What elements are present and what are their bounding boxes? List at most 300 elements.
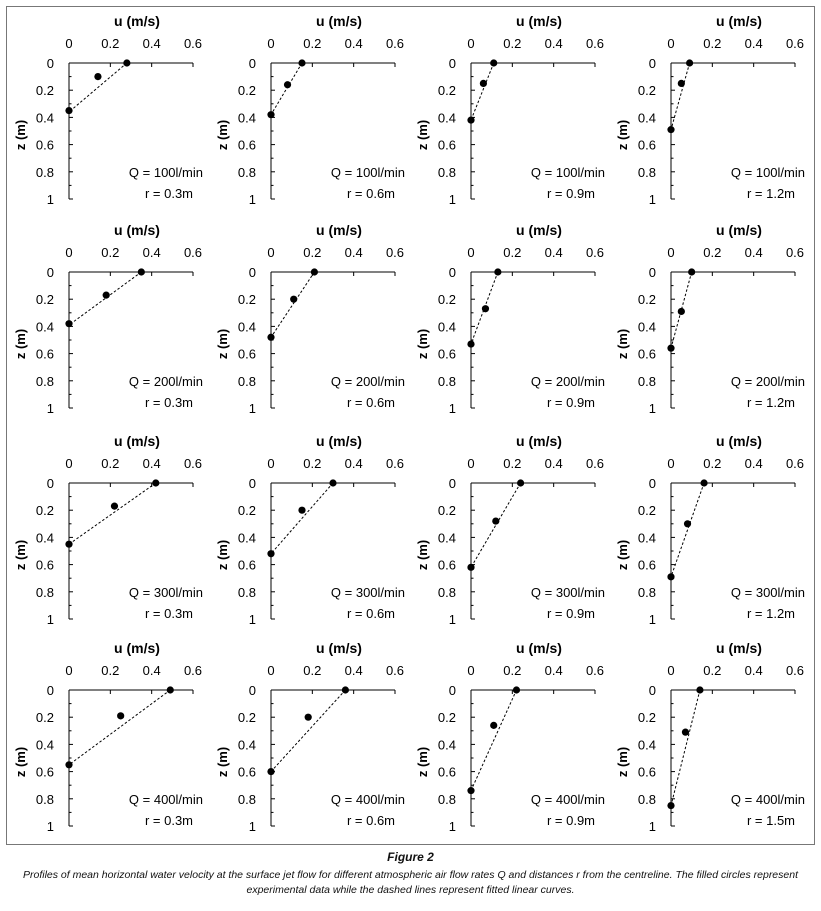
data-point xyxy=(305,714,312,721)
annotation-flow-rate: Q = 400l/min xyxy=(730,792,805,807)
data-point xyxy=(467,787,474,794)
x-axis-label: u (m/s) xyxy=(114,433,160,449)
x-tick-label: 0.2 xyxy=(101,36,120,51)
y-tick-label: 0.4 xyxy=(237,737,256,753)
fit-line xyxy=(69,483,156,544)
data-point xyxy=(480,80,487,87)
data-point xyxy=(111,503,118,510)
annotation-distance: r = 0.6m xyxy=(346,395,395,410)
x-tick-label: 0 xyxy=(267,36,275,51)
y-tick-label: 0.2 xyxy=(35,292,54,308)
x-tick-label: 0.4 xyxy=(744,663,763,678)
y-axis-label: z (m) xyxy=(415,119,430,151)
chart-panel xyxy=(215,640,405,834)
y-tick-label: 0.6 xyxy=(637,346,656,362)
data-point xyxy=(65,541,72,548)
data-point xyxy=(678,308,685,315)
x-axis-label: u (m/s) xyxy=(516,13,562,29)
fit-line xyxy=(471,483,521,567)
chart-panel xyxy=(215,13,405,207)
x-tick-label: 0.2 xyxy=(503,663,522,678)
x-tick-label: 0.6 xyxy=(183,36,203,51)
annotation-distance: r = 0.6m xyxy=(346,186,395,201)
x-tick-label: 0.2 xyxy=(303,36,322,51)
data-point xyxy=(696,686,703,693)
x-tick-label: 0.6 xyxy=(785,663,805,678)
x-tick-label: 0.4 xyxy=(544,456,563,471)
y-tick-label: 0.6 xyxy=(437,764,456,780)
y-tick-label: 0.8 xyxy=(637,373,656,389)
x-tick-label: 0.2 xyxy=(503,456,522,471)
x-tick-label: 0.6 xyxy=(385,663,405,678)
fit-line xyxy=(471,690,516,791)
data-point xyxy=(684,520,691,527)
y-tick-label: 0 xyxy=(448,683,456,698)
y-axis-label: z (m) xyxy=(615,328,630,360)
y-tick-label: 0.6 xyxy=(35,137,54,153)
chart-panel xyxy=(215,222,405,416)
x-tick-label: 0 xyxy=(467,245,475,260)
y-tick-label: 0 xyxy=(648,683,656,698)
data-point xyxy=(682,729,689,736)
y-tick-label: 0.4 xyxy=(437,319,456,335)
y-tick-label: 0 xyxy=(46,476,54,491)
x-tick-label: 0 xyxy=(65,663,73,678)
y-tick-label: 0.8 xyxy=(35,373,54,389)
y-tick-label: 0.2 xyxy=(35,83,54,99)
y-tick-label: 0.4 xyxy=(437,737,456,753)
data-point xyxy=(342,686,349,693)
y-tick-label: 1 xyxy=(648,192,656,207)
x-tick-label: 0.4 xyxy=(744,456,763,471)
y-tick-label: 0.8 xyxy=(437,584,456,600)
x-axis-label: u (m/s) xyxy=(316,640,362,656)
fit-line xyxy=(471,63,494,120)
x-tick-label: 0 xyxy=(65,245,73,260)
y-tick-label: 0.8 xyxy=(437,164,456,180)
y-axis-label: z (m) xyxy=(615,119,630,151)
annotation-flow-rate: Q = 400l/min xyxy=(530,792,605,807)
x-tick-label: 0.4 xyxy=(744,245,763,260)
y-tick-label: 0.2 xyxy=(637,503,656,519)
data-point xyxy=(517,479,524,486)
y-tick-label: 0.6 xyxy=(237,137,256,153)
data-point xyxy=(492,517,499,524)
y-axis-label: z (m) xyxy=(13,328,28,360)
x-tick-label: 0 xyxy=(65,456,73,471)
x-tick-label: 0.2 xyxy=(703,663,722,678)
x-axis-label: u (m/s) xyxy=(716,222,762,238)
annotation-distance: r = 0.9m xyxy=(546,395,595,410)
y-tick-label: 0.4 xyxy=(637,319,656,335)
annotation-flow-rate: Q = 400l/min xyxy=(128,792,203,807)
annotation-distance: r = 0.9m xyxy=(546,813,595,828)
data-point xyxy=(490,722,497,729)
y-tick-label: 0 xyxy=(46,683,54,698)
y-tick-label: 0.4 xyxy=(35,319,54,335)
annotation-distance: r = 0.9m xyxy=(546,606,595,621)
y-tick-label: 0.8 xyxy=(35,164,54,180)
y-tick-label: 0 xyxy=(648,265,656,280)
data-point xyxy=(65,761,72,768)
y-axis-label: z (m) xyxy=(415,328,430,360)
y-axis-label: z (m) xyxy=(615,746,630,778)
y-tick-label: 1 xyxy=(248,401,256,416)
data-point xyxy=(667,802,674,809)
x-axis-label: u (m/s) xyxy=(316,222,362,238)
figure-label: Figure 2 xyxy=(387,850,434,864)
x-tick-label: 0.2 xyxy=(303,663,322,678)
y-tick-label: 1 xyxy=(448,819,456,834)
annotation-flow-rate: Q = 100l/min xyxy=(330,165,405,180)
chart-panel xyxy=(615,640,805,834)
y-axis-label: z (m) xyxy=(215,328,230,360)
y-tick-label: 0.6 xyxy=(437,137,456,153)
x-tick-label: 0 xyxy=(667,36,675,51)
x-tick-label: 0 xyxy=(467,663,475,678)
x-tick-label: 0 xyxy=(467,36,475,51)
fit-line xyxy=(671,483,704,577)
x-tick-label: 0.6 xyxy=(585,456,605,471)
annotation-flow-rate: Q = 400l/min xyxy=(330,792,405,807)
y-tick-label: 1 xyxy=(448,612,456,627)
y-tick-label: 0.8 xyxy=(35,791,54,807)
annotation-flow-rate: Q = 200l/min xyxy=(730,374,805,389)
chart-panel xyxy=(615,13,805,207)
y-tick-label: 0.6 xyxy=(35,557,54,573)
annotation-flow-rate: Q = 200l/min xyxy=(128,374,203,389)
x-axis-label: u (m/s) xyxy=(114,13,160,29)
y-tick-label: 0.2 xyxy=(237,292,256,308)
chart-panel xyxy=(13,13,203,207)
y-tick-label: 0.2 xyxy=(637,83,656,99)
y-tick-label: 0.2 xyxy=(437,503,456,519)
x-tick-label: 0.4 xyxy=(344,36,363,51)
data-point xyxy=(688,268,695,275)
annotation-flow-rate: Q = 100l/min xyxy=(730,165,805,180)
y-tick-label: 0 xyxy=(248,476,256,491)
fit-line xyxy=(671,690,700,806)
y-tick-label: 1 xyxy=(46,192,54,207)
x-tick-label: 0.6 xyxy=(585,245,605,260)
x-tick-label: 0.6 xyxy=(385,245,405,260)
y-tick-label: 1 xyxy=(448,401,456,416)
y-tick-label: 0.4 xyxy=(637,737,656,753)
y-tick-label: 0.2 xyxy=(437,83,456,99)
x-tick-label: 0.2 xyxy=(101,456,120,471)
y-tick-label: 0.8 xyxy=(637,584,656,600)
annotation-distance: r = 1.2m xyxy=(746,186,795,201)
y-tick-label: 0.6 xyxy=(35,764,54,780)
figure-caption-text: Profiles of mean horizontal water velocity at the surface jet flow for different atmospheric air flow rates Q and distances r from the centreline. The filled circles represent experimental data while the dashed lines represent fitted linear curves. xyxy=(22,869,798,896)
data-point xyxy=(290,296,297,303)
y-tick-label: 1 xyxy=(248,819,256,834)
chart-panel xyxy=(615,433,805,627)
x-tick-label: 0.6 xyxy=(785,36,805,51)
data-point xyxy=(667,573,674,580)
x-tick-label: 0.4 xyxy=(142,663,161,678)
data-point xyxy=(267,334,274,341)
chart-panel xyxy=(415,222,605,416)
annotation-distance: r = 0.3m xyxy=(144,813,193,828)
y-tick-label: 0 xyxy=(248,56,256,71)
data-point xyxy=(700,479,707,486)
data-point xyxy=(152,479,159,486)
y-tick-label: 0 xyxy=(46,265,54,280)
y-tick-label: 1 xyxy=(46,612,54,627)
data-point xyxy=(490,59,497,66)
x-tick-label: 0.2 xyxy=(503,36,522,51)
data-point xyxy=(494,268,501,275)
x-axis-label: u (m/s) xyxy=(114,640,160,656)
chart-panel xyxy=(13,640,203,834)
y-tick-label: 0.2 xyxy=(637,710,656,726)
x-tick-label: 0.2 xyxy=(703,245,722,260)
y-axis-label: z (m) xyxy=(215,539,230,571)
x-tick-label: 0 xyxy=(467,456,475,471)
y-tick-label: 0 xyxy=(448,476,456,491)
y-tick-label: 0.6 xyxy=(437,346,456,362)
y-tick-label: 0 xyxy=(648,56,656,71)
fit-line xyxy=(69,690,170,765)
y-axis-label: z (m) xyxy=(615,539,630,571)
figure-caption xyxy=(8,850,813,898)
data-point xyxy=(167,686,174,693)
data-point xyxy=(103,292,110,299)
y-tick-label: 0.4 xyxy=(35,530,54,546)
fit-line xyxy=(271,63,302,115)
x-tick-label: 0 xyxy=(667,456,675,471)
x-axis-label: u (m/s) xyxy=(114,222,160,238)
data-point xyxy=(94,73,101,80)
y-tick-label: 0.8 xyxy=(35,584,54,600)
y-tick-label: 1 xyxy=(648,819,656,834)
y-tick-label: 0.8 xyxy=(637,791,656,807)
x-tick-label: 0.4 xyxy=(142,36,161,51)
annotation-flow-rate: Q = 200l/min xyxy=(530,374,605,389)
data-point xyxy=(267,111,274,118)
y-tick-label: 0.4 xyxy=(437,530,456,546)
data-point xyxy=(267,768,274,775)
y-tick-label: 1 xyxy=(248,612,256,627)
x-tick-label: 0.2 xyxy=(703,456,722,471)
x-tick-label: 0.2 xyxy=(703,36,722,51)
y-tick-label: 0.2 xyxy=(637,292,656,308)
x-axis-label: u (m/s) xyxy=(716,13,762,29)
data-point xyxy=(298,59,305,66)
x-tick-label: 0.4 xyxy=(544,245,563,260)
y-tick-label: 0.4 xyxy=(637,530,656,546)
x-tick-label: 0.6 xyxy=(585,36,605,51)
chart-panel xyxy=(415,640,605,834)
x-tick-label: 0.4 xyxy=(142,245,161,260)
fit-line xyxy=(271,272,314,337)
annotation-distance: r = 0.3m xyxy=(144,606,193,621)
fit-line xyxy=(271,690,345,772)
x-tick-label: 0 xyxy=(267,663,275,678)
x-tick-label: 0.4 xyxy=(344,245,363,260)
y-tick-label: 0.6 xyxy=(637,137,656,153)
data-point xyxy=(298,507,305,514)
x-tick-label: 0.2 xyxy=(503,245,522,260)
annotation-flow-rate: Q = 300l/min xyxy=(330,585,405,600)
x-tick-label: 0.4 xyxy=(544,36,563,51)
y-tick-label: 0.4 xyxy=(237,319,256,335)
x-tick-label: 0.4 xyxy=(344,663,363,678)
y-tick-label: 0.6 xyxy=(637,764,656,780)
annotation-distance: r = 0.6m xyxy=(346,606,395,621)
y-tick-label: 0 xyxy=(648,476,656,491)
chart-panel xyxy=(415,13,605,207)
chart-panel xyxy=(13,433,203,627)
data-point xyxy=(686,59,693,66)
data-point xyxy=(667,126,674,133)
y-axis-label: z (m) xyxy=(13,119,28,151)
x-tick-label: 0.6 xyxy=(183,663,203,678)
y-tick-label: 0.6 xyxy=(237,764,256,780)
x-axis-label: u (m/s) xyxy=(716,640,762,656)
fit-line xyxy=(69,63,127,112)
y-tick-label: 0.4 xyxy=(237,110,256,126)
x-tick-label: 0.6 xyxy=(183,245,203,260)
x-tick-label: 0.2 xyxy=(303,456,322,471)
y-tick-label: 1 xyxy=(46,401,54,416)
annotation-distance: r = 1.2m xyxy=(746,606,795,621)
y-axis-label: z (m) xyxy=(13,539,28,571)
annotation-flow-rate: Q = 300l/min xyxy=(730,585,805,600)
data-point xyxy=(467,340,474,347)
y-tick-label: 0.2 xyxy=(437,710,456,726)
annotation-flow-rate: Q = 100l/min xyxy=(530,165,605,180)
annotation-flow-rate: Q = 300l/min xyxy=(530,585,605,600)
x-tick-label: 0.2 xyxy=(303,245,322,260)
y-tick-label: 1 xyxy=(46,819,54,834)
y-tick-label: 0 xyxy=(248,265,256,280)
y-tick-label: 0.6 xyxy=(437,557,456,573)
annotation-distance: r = 0.3m xyxy=(144,395,193,410)
y-tick-label: 0 xyxy=(448,265,456,280)
x-tick-label: 0.2 xyxy=(101,663,120,678)
y-tick-label: 0.2 xyxy=(35,503,54,519)
x-tick-label: 0 xyxy=(667,663,675,678)
y-tick-label: 0 xyxy=(248,683,256,698)
y-tick-label: 0.4 xyxy=(437,110,456,126)
x-tick-label: 0.6 xyxy=(385,456,405,471)
data-point xyxy=(467,564,474,571)
x-tick-label: 0.6 xyxy=(785,245,805,260)
data-point xyxy=(311,268,318,275)
annotation-flow-rate: Q = 200l/min xyxy=(330,374,405,389)
y-tick-label: 1 xyxy=(648,401,656,416)
data-point xyxy=(123,59,130,66)
x-tick-label: 0 xyxy=(667,245,675,260)
chart-panel xyxy=(415,433,605,627)
x-axis-label: u (m/s) xyxy=(516,433,562,449)
y-tick-label: 0.8 xyxy=(237,791,256,807)
y-tick-label: 1 xyxy=(448,192,456,207)
y-tick-label: 0.4 xyxy=(35,110,54,126)
annotation-distance: r = 0.9m xyxy=(546,186,595,201)
y-tick-label: 0.2 xyxy=(237,503,256,519)
x-tick-label: 0.6 xyxy=(585,663,605,678)
annotation-distance: r = 1.5m xyxy=(746,813,795,828)
x-tick-label: 0 xyxy=(267,456,275,471)
x-axis-label: u (m/s) xyxy=(516,640,562,656)
chart-panel xyxy=(615,222,805,416)
x-tick-label: 0.6 xyxy=(385,36,405,51)
y-tick-label: 0.2 xyxy=(237,710,256,726)
annotation-distance: r = 0.3m xyxy=(144,186,193,201)
x-tick-label: 0.4 xyxy=(544,663,563,678)
y-tick-label: 0.4 xyxy=(35,737,54,753)
data-point xyxy=(267,550,274,557)
y-tick-label: 0.8 xyxy=(237,373,256,389)
x-tick-label: 0.6 xyxy=(183,456,203,471)
y-tick-label: 0.8 xyxy=(237,164,256,180)
y-tick-label: 0.2 xyxy=(437,292,456,308)
y-tick-label: 1 xyxy=(648,612,656,627)
chart-panel xyxy=(13,222,203,416)
x-tick-label: 0 xyxy=(267,245,275,260)
y-axis-label: z (m) xyxy=(415,539,430,571)
x-tick-label: 0 xyxy=(65,36,73,51)
y-tick-label: 0.6 xyxy=(237,346,256,362)
x-tick-label: 0.4 xyxy=(344,456,363,471)
y-tick-label: 0.2 xyxy=(35,710,54,726)
y-tick-label: 0 xyxy=(46,56,54,71)
y-tick-label: 0.4 xyxy=(637,110,656,126)
data-point xyxy=(467,117,474,124)
y-axis-label: z (m) xyxy=(215,119,230,151)
x-tick-label: 0.6 xyxy=(785,456,805,471)
y-tick-label: 0.6 xyxy=(35,346,54,362)
annotation-flow-rate: Q = 300l/min xyxy=(128,585,203,600)
data-point xyxy=(284,81,291,88)
y-tick-label: 0 xyxy=(448,56,456,71)
y-tick-label: 0.8 xyxy=(237,584,256,600)
annotation-distance: r = 1.2m xyxy=(746,395,795,410)
x-axis-label: u (m/s) xyxy=(716,433,762,449)
fit-line xyxy=(671,63,690,130)
x-axis-label: u (m/s) xyxy=(316,13,362,29)
y-axis-label: z (m) xyxy=(215,746,230,778)
y-tick-label: 0.8 xyxy=(437,791,456,807)
data-point xyxy=(65,107,72,114)
y-tick-label: 0.6 xyxy=(237,557,256,573)
y-tick-label: 1 xyxy=(248,192,256,207)
annotation-distance: r = 0.6m xyxy=(346,813,395,828)
y-tick-label: 0.8 xyxy=(437,373,456,389)
y-tick-label: 0.4 xyxy=(237,530,256,546)
data-point xyxy=(513,686,520,693)
x-tick-label: 0.2 xyxy=(101,245,120,260)
data-point xyxy=(329,479,336,486)
y-tick-label: 0.8 xyxy=(637,164,656,180)
fit-line xyxy=(271,483,333,554)
y-axis-label: z (m) xyxy=(13,746,28,778)
data-point xyxy=(138,268,145,275)
x-axis-label: u (m/s) xyxy=(316,433,362,449)
data-point xyxy=(678,80,685,87)
chart-panel xyxy=(215,433,405,627)
y-tick-label: 0.2 xyxy=(237,83,256,99)
x-tick-label: 0.4 xyxy=(142,456,161,471)
y-axis-label: z (m) xyxy=(415,746,430,778)
x-tick-label: 0.4 xyxy=(744,36,763,51)
data-point xyxy=(482,305,489,312)
y-tick-label: 0.6 xyxy=(637,557,656,573)
data-point xyxy=(65,320,72,327)
